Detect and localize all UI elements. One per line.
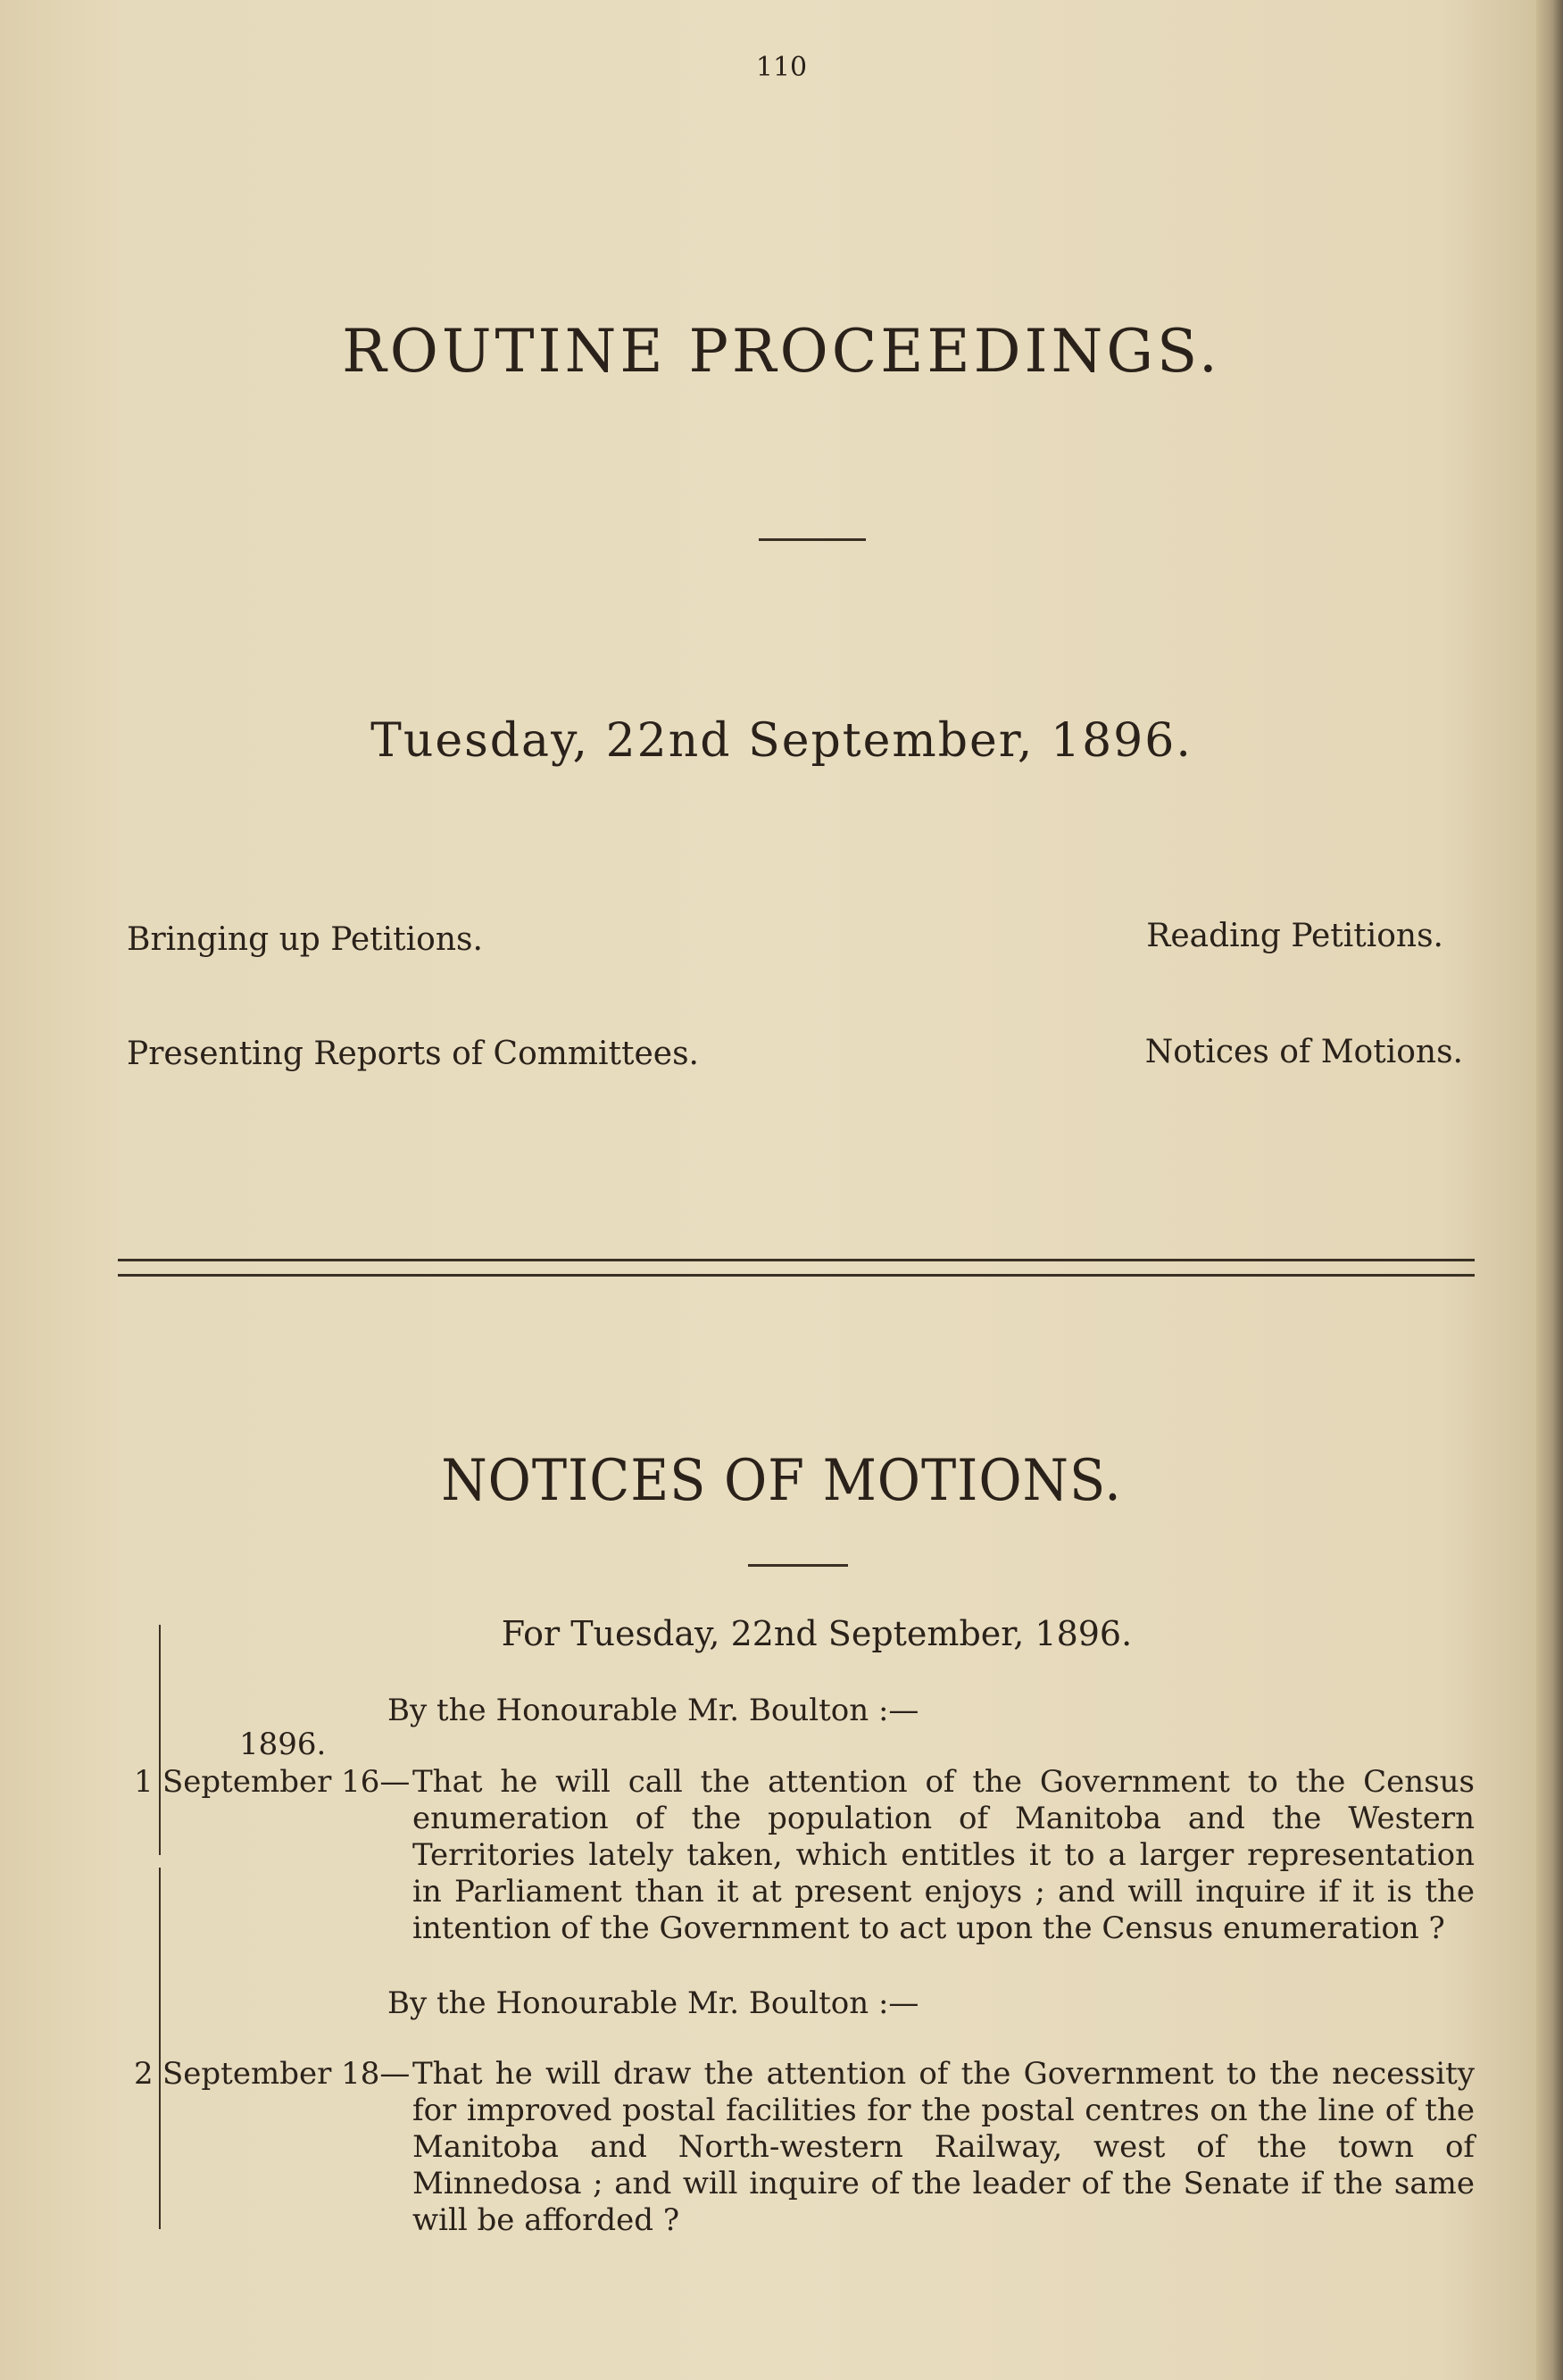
motion-text: That he will call the attention of the Government to the Census enumeration of the population of Manitoba and the Western Territories lately taken, which entitles it to a larger representation in Parliament than it at present enjoys ; and will inquire if it is the intention of the Government to act upon the Census enumeration ? [412,1764,1475,1946]
notices-of-motions-title: NOTICES OF MOTIONS. [441,1448,1122,1514]
sitting-date-heading: Tuesday, 22nd September, 1896. [370,714,1193,768]
item-bringing-petitions: Bringing up Petitions. [127,921,483,958]
routine-proceedings-title: ROUTINE PROCEEDINGS. [342,317,1221,386]
motion-number: 1 [134,1764,154,1800]
margin-rule [159,1625,161,1855]
margin-rule [159,1868,161,2229]
motion-date: September 16— [162,1764,411,1800]
title-divider [759,538,866,541]
motion-mover-line: By the Honourable Mr. Boulton :— [387,1693,919,1728]
motion-mover-line: By the Honourable Mr. Boulton :— [387,1985,919,2021]
item-reading-petitions: Reading Petitions. [1146,918,1443,954]
item-presenting-reports: Presenting Reports of Committees. [127,1036,699,1072]
motion-text: That he will draw the attention of the Government to the necessity for improved postal facilities for the postal centres on the line of the Manitoba and North-western Railway, west of the town of Minnedosa ; and will inquire of the leader of the Senate if the same will be afforded ? [412,2056,1475,2238]
motion-date: September 18— [162,2056,411,2092]
section-double-rule [118,1259,1475,1277]
item-notices-of-motions: Notices of Motions. [1144,1034,1463,1070]
motion-year: 1896. [239,1727,327,1762]
motion-number: 2 [134,2056,154,2092]
notices-divider [748,1564,848,1567]
for-date-heading: For Tuesday, 22nd September, 1896. [501,1614,1133,1653]
page-number: 110 [755,52,808,83]
